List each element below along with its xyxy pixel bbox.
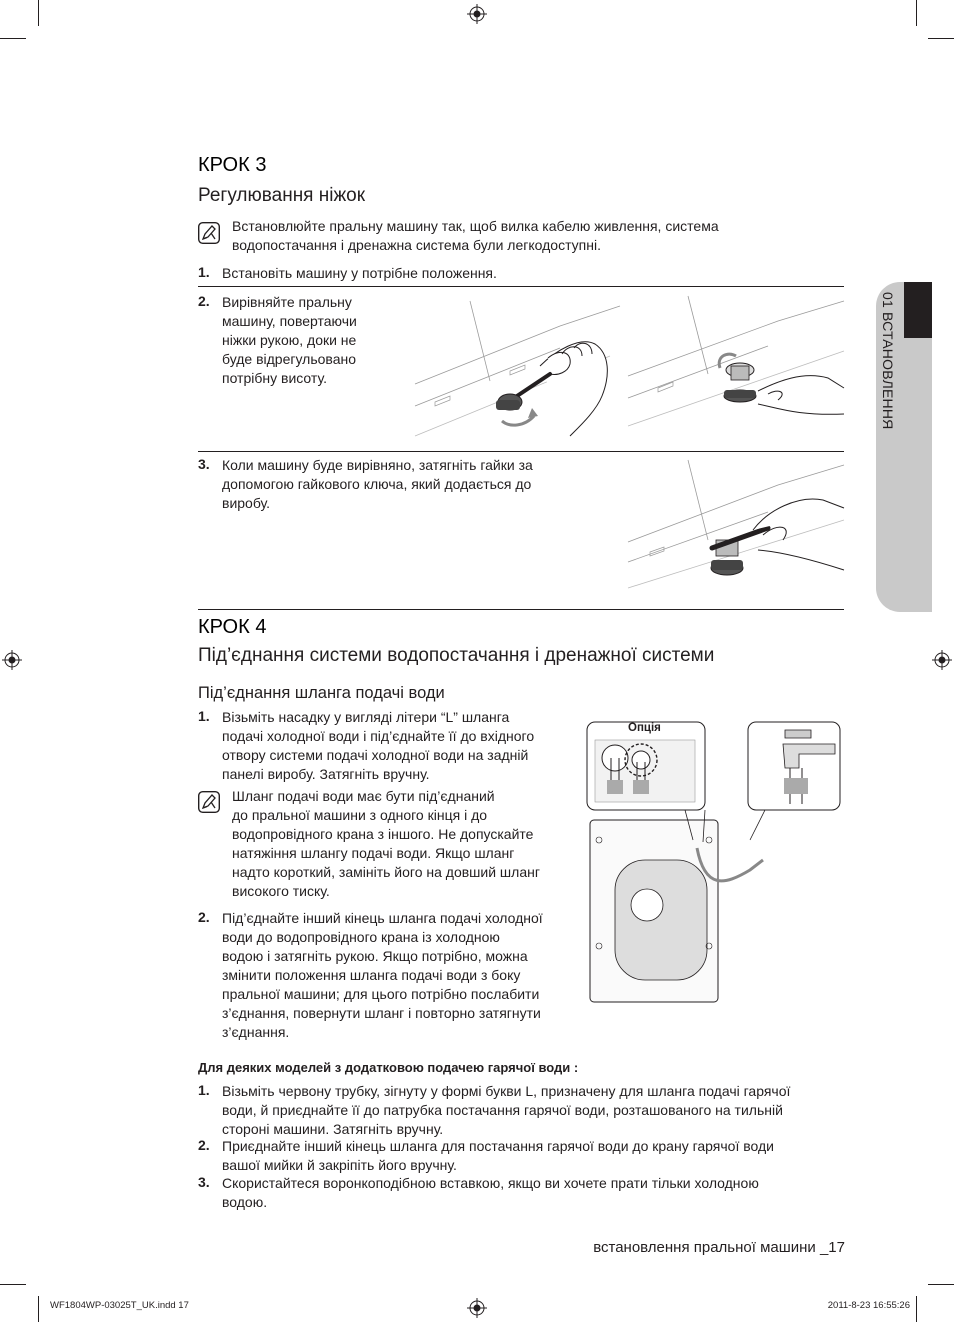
hot-item1-text: Візьміть червону трубку, зігнуту у формі букви L, призначену для шланга подачі гарячої води, й приєднайте її до патрубка постачання гарячої води, розташованого на тильній стороні машини. Затягніть вручну.: [222, 1083, 791, 1137]
hot-item3-num: 3.: [198, 1174, 210, 1190]
step4-item2-num: 2.: [198, 909, 210, 925]
hot-item3-text: Скористайтеся воронкоподібною вставкою, якщо ви хочете прати тільки холодною водою.: [222, 1175, 759, 1210]
leg-adjust-illustration: [410, 296, 630, 441]
crop-mark: [38, 0, 39, 26]
step3-item1-num: 1.: [198, 264, 210, 280]
step4-section-title: Під’єднання системи водопостачання і дренажної системи: [198, 645, 715, 666]
leg-turn-illustration: [628, 296, 848, 441]
step4-heading: КРОК 4: [198, 616, 267, 638]
crop-mark: [916, 0, 917, 26]
hot-item2-text: Приєднайте інший кінець шланга для постачання гарячої води до крану гарячої води вашої мийки й закріпіть його вручну.: [222, 1138, 774, 1173]
registration-mark-icon: [932, 650, 952, 670]
step3-heading: КРОК 3: [198, 154, 267, 176]
hot-item2-num: 2.: [198, 1137, 210, 1153]
step4-item1-text: Візьміть насадку у вигляді літери “L” шланга подачі холодної води і під’єднайте її до вхідного отвору системи подачі холодної води на задній панелі виробу. Затягніть вручну.: [222, 709, 535, 782]
note-pencil-icon: [198, 222, 220, 244]
crop-mark: [38, 1296, 39, 1322]
print-footer-date: 2011-8-23 16:55:26: [827, 1300, 910, 1311]
step3-item3-num: 3.: [198, 456, 210, 472]
crop-mark: [916, 1296, 917, 1322]
wrench-tighten-illustration: [628, 460, 848, 600]
divider: [198, 609, 844, 610]
step4-subsection-title: Під’єднання шланга подачі води: [198, 684, 445, 702]
figure-label: Опція: [628, 722, 661, 734]
step3-item3-text: Коли машину буде вирівняно, затягніть гайки за допомогою гайкового ключа, який додається до виробу.: [222, 457, 533, 511]
crop-mark: [928, 38, 954, 39]
page-footer: встановлення пральної машини _17: [593, 1239, 845, 1256]
print-footer-file: WF1804WP-03025T_UK.indd 17: [50, 1300, 189, 1311]
step3-note: Встановлюйте пральну машину так, щоб вилка кабелю живлення, система водопостачання і дренажна система були легкодоступні.: [232, 218, 719, 253]
registration-mark-icon: [467, 4, 487, 24]
step4-note: Шланг подачі води має бути під’єднаний до пральної машини з одного кінця і до водопровідного крана з іншого. Не допускайте натяжіння шлангу подачі води. Якщо шланг надто короткий, замініть його на довший шланг високого тиску.: [232, 788, 540, 899]
side-tab-label: 01 ВСТАНОВЛЕННЯ: [880, 292, 896, 430]
hot-item1-num: 1.: [198, 1082, 210, 1098]
crop-mark: [0, 1284, 26, 1285]
hose-connection-illustration: [585, 720, 843, 1010]
note-pencil-icon: [198, 791, 220, 813]
registration-mark-icon: [467, 1298, 487, 1318]
step3-item2-num: 2.: [198, 293, 210, 309]
registration-mark-icon: [2, 650, 22, 670]
step3-subheading: Регулювання ніжок: [198, 185, 366, 206]
hot-water-heading: Для деяких моделей з додатковою подачею гарячої води :: [198, 1060, 579, 1075]
crop-mark: [928, 1284, 954, 1285]
divider: [198, 286, 844, 287]
divider: [198, 451, 844, 452]
step4-item1-num: 1.: [198, 708, 210, 724]
step3-item2-text: Вирівняйте пральну машину, повертаючи ніжки рукою, доки не буде відрегульовано потрібну висоту.: [222, 294, 357, 386]
step3-item1-text: Встановіть машину у потрібне положення.: [222, 265, 497, 281]
crop-mark: [0, 38, 26, 39]
side-tab-marker: [904, 282, 932, 338]
step4-item2-text: Під’єднайте інший кінець шланга подачі холодної води до водопровідного крана із холодною водою і затягніть рукою. Якщо потрібно, можна змінити положення шланга подачі води з боку пральної машини; для цього потрібно послабити з’єднання, повернути шланг і повторно затягнути з’єднання.: [222, 910, 543, 1040]
